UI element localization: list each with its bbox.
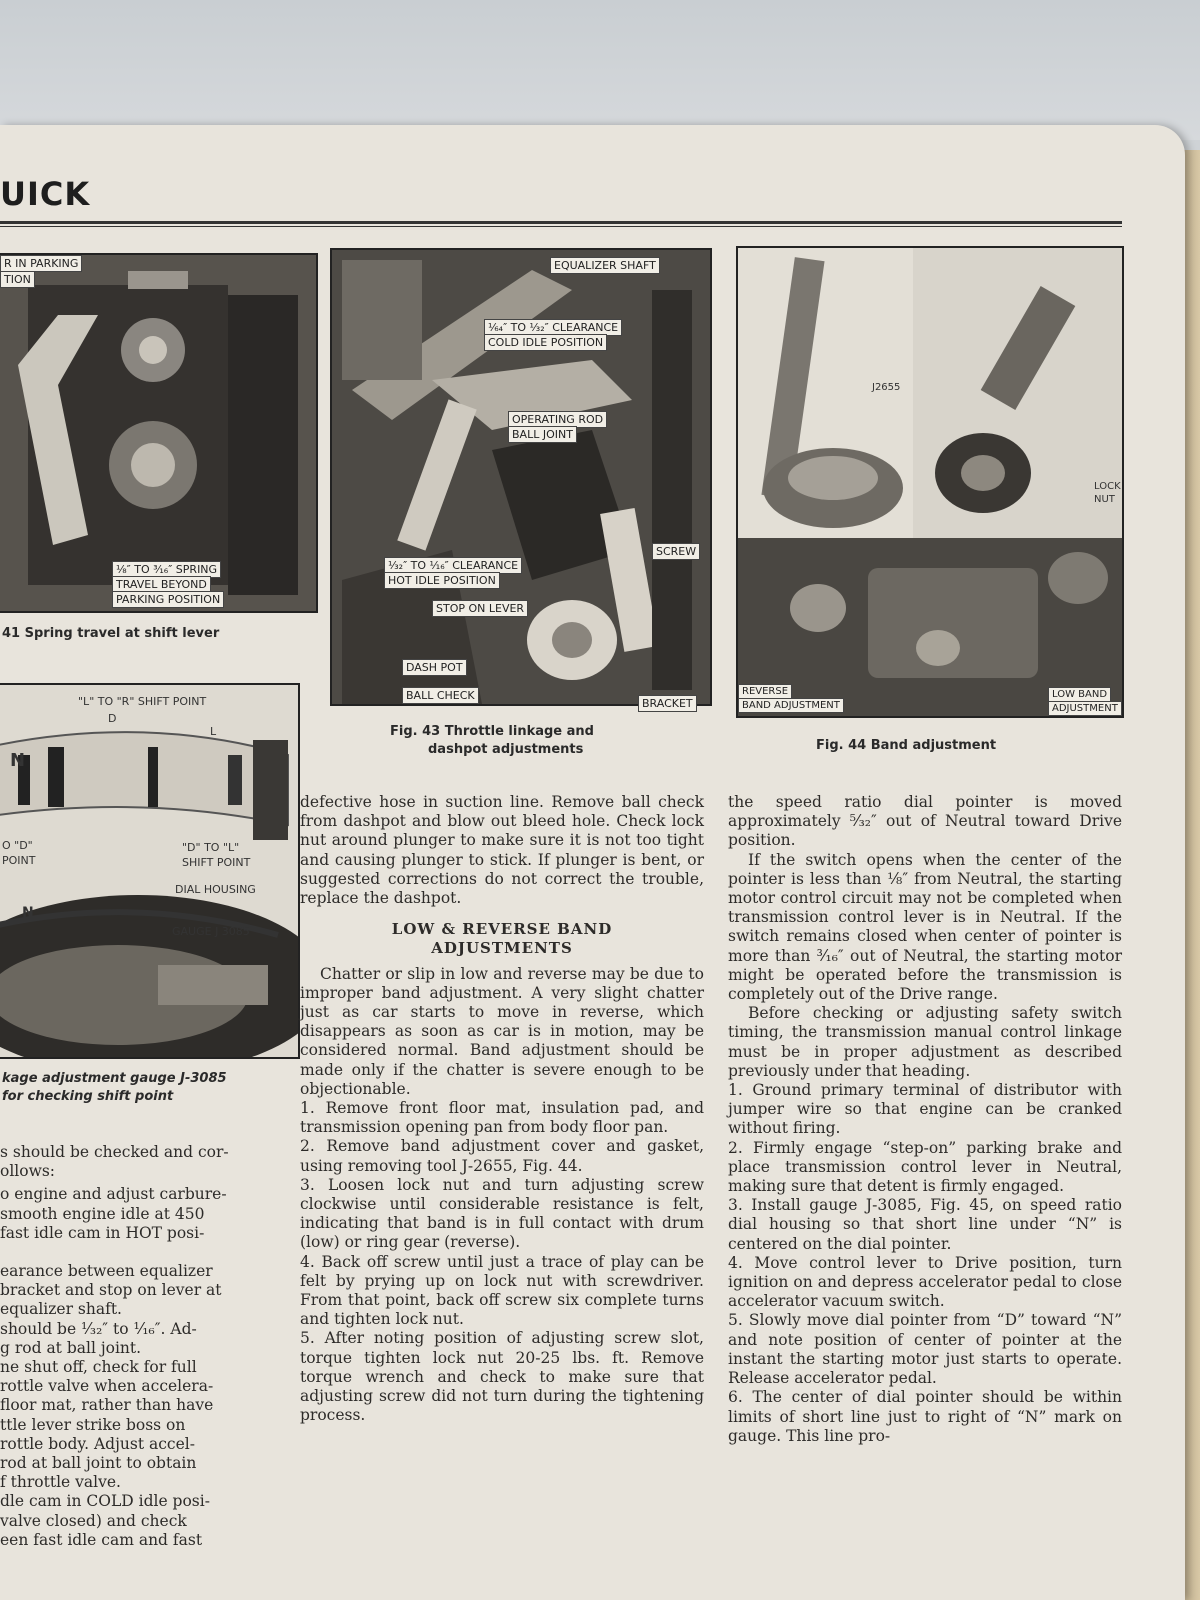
col1-line: o engine and adjust carbure- — [0, 1185, 227, 1204]
text-column-1 — [0, 1143, 282, 1550]
col2-intro: defective hose in suction line. Remove ball check from dashpot and blow out bleed hole. Check lock nut around plunger to make sure it is not too tight and causing plunger to stick. If plunger is bent, or suggested corrections do not correct the trouble, replace the dashpot. — [300, 793, 704, 908]
fig42-label-o-d: O "D" — [2, 839, 33, 852]
col1-line: bracket and stop on lever at — [0, 1281, 222, 1300]
fig42-label-shift-point: SHIFT POINT — [182, 856, 251, 869]
fig42-label-l: L — [210, 725, 217, 738]
fig41-label-position: TION — [0, 271, 35, 288]
fig41-label-spring-travel: ¹⁄₈″ TO ³⁄₁₆″ SPRING — [112, 561, 221, 578]
col1-line: rottle valve when accelera- — [0, 1377, 214, 1396]
col1-line — [0, 1243, 282, 1262]
col3-step-1: 1. Ground primary terminal of distributor with jumper wire so that engine can be cranked without firing. — [728, 1081, 1122, 1138]
fig43-label-operating-rod: OPERATING ROD — [508, 411, 607, 428]
col1-line: should be ¹⁄₃₂″ to ¹⁄₁₆″. Ad- — [0, 1319, 197, 1338]
fig44-label-band-adjustment: BAND ADJUSTMENT — [738, 698, 844, 713]
fig43-label-equalizer-shaft: EQUALIZER SHAFT — [550, 257, 660, 274]
col2-step-1: 1. Remove front floor mat, insulation pad, and transmission opening pan from body floor pan. — [300, 1099, 704, 1137]
text-column-2 — [300, 793, 704, 1426]
col1-line: s should be checked and cor- — [0, 1143, 229, 1161]
fig42-caption-line2: for checking shift point — [2, 1089, 174, 1104]
fig42-label-dial-housing: DIAL HOUSING — [175, 883, 256, 896]
fig43-label-bracket: BRACKET — [638, 695, 697, 712]
col1-line: earance between equalizer — [0, 1262, 213, 1281]
fig43-label-clearance-hot: ¹⁄₃₂″ TO ¹⁄₁₆″ CLEARANCE — [384, 557, 522, 574]
fig42-caption-line1: kage adjustment gauge J-3085 — [2, 1071, 227, 1086]
header-rule — [0, 221, 1122, 224]
figure-43-photo — [330, 248, 712, 706]
header-rule-thin — [0, 226, 1122, 227]
fig41-label-parking: R IN PARKING — [0, 255, 82, 272]
col1-line: ne shut off, check for full — [0, 1358, 197, 1377]
fig43-caption-line1: Fig. 43 Throttle linkage and — [390, 724, 594, 739]
fig43-label-hot-idle: HOT IDLE POSITION — [384, 572, 500, 589]
fig41-label-parking-position: PARKING POSITION — [112, 591, 224, 608]
fig44-label-lock: LOCK — [1094, 481, 1121, 492]
fig42-label-l-to-r: "L" TO "R" SHIFT POINT — [78, 695, 207, 708]
col3-step-3: 3. Install gauge J-3085, Fig. 45, on speed ratio dial housing so that short line under “N” is centered on the dial pointer. — [728, 1196, 1122, 1253]
text-column-3 — [728, 793, 1122, 1446]
fig42-label-n-upper: N — [10, 750, 26, 771]
col1-line: rottle body. Adjust accel- — [0, 1434, 195, 1453]
fig44-label-reverse: REVERSE — [738, 684, 792, 699]
col1-line: fast idle cam in HOT posi- — [0, 1223, 205, 1242]
col3-step-5: 5. Slowly move dial pointer from “D” toward “N” and note position of center of pointer at the instant the starting motor just starts to operate. Release accelerator pedal. — [728, 1311, 1122, 1388]
col1-line: valve closed) and check — [0, 1511, 187, 1530]
col2-step-3: 3. Loosen lock nut and turn adjusting screw clockwise until considerable resistance is felt, indicating that band is in full contact with drum (low) or ring gear (reverse). — [300, 1175, 704, 1252]
fig43-label-dash-pot: DASH POT — [402, 659, 467, 676]
col3-paragraph: If the switch opens when the center of the pointer is less than ⅛″ from Neutral, the starting motor control circuit may not be completed when transmission control lever is in Neutral. If the switch remains closed when center of pointer is more than ³⁄₁₆″ out of Neutral, the starting motor might be operated before the transmission is completely out of the Drive range. — [728, 850, 1122, 1004]
col3-paragraph: Before checking or adjusting safety switch timing, the transmission manual control linkage must be in proper adjustment as described previously under that heading. — [728, 1004, 1122, 1080]
col2-paragraph: Chatter or slip in low and reverse may be due to improper band adjustment. A very slight chatter just as car starts to move in reverse, which disappears as soon as car is in motion, may be considered normal. Band adjustment should be made only if the chatter is severe enough to be objectionable. — [300, 964, 704, 1098]
col1-line: een fast idle cam and fast — [0, 1530, 203, 1549]
background-surface — [0, 0, 1200, 140]
fig42-label-point: POINT — [2, 854, 36, 867]
fig43-label-ball-check: BALL CHECK — [402, 687, 479, 704]
fig44-label-nut: NUT — [1094, 494, 1115, 505]
col1-line: f throttle valve. — [0, 1473, 121, 1492]
book-page — [0, 125, 1185, 1600]
fig43-label-ball-joint: BALL JOINT — [508, 426, 577, 443]
col1-line: ollows: — [0, 1162, 56, 1181]
col1-line: ttle lever strike boss on — [0, 1415, 186, 1434]
figure-44-photo — [736, 246, 1124, 718]
col1-line: rod at ball joint to obtain — [0, 1454, 197, 1473]
fig43-label-clearance-cold: ¹⁄₆₄″ TO ¹⁄₃₂″ CLEARANCE — [484, 319, 622, 336]
col1-line: dle cam in COLD idle posi- — [0, 1492, 210, 1511]
fig43-label-stop-on-lever: STOP ON LEVER — [432, 600, 528, 617]
fig44-label-low-band: LOW BAND — [1048, 687, 1111, 702]
col3-step-4: 4. Move control lever to Drive position, turn ignition on and depress accelerator pedal to close accelerator vacuum switch. — [728, 1253, 1122, 1311]
fig43-label-cold-idle: COLD IDLE POSITION — [484, 334, 607, 351]
col2-step-5: 5. After noting position of adjusting screw slot, torque tighten lock nut 20-25 lbs. ft. Remove torque wrench and check to make sure that adjusting screw did not turn during the tightening process. — [300, 1329, 704, 1425]
col1-line: equalizer shaft. — [0, 1300, 122, 1319]
fig42-label-d-to-l: "D" TO "L" — [182, 841, 240, 854]
col1-line: g rod at ball joint. — [0, 1338, 142, 1357]
col3-step-2: 2. Firmly engage “step-on” parking brake and place transmission control lever in Neutral, making sure that detent is firmly engaged. — [728, 1138, 1122, 1196]
col3-paragraph: the speed ratio dial pointer is moved approximately ⁵⁄₃₂″ out of Neutral toward Drive position. — [728, 793, 1122, 850]
fig44-caption: Fig. 44 Band adjustment — [816, 738, 997, 753]
col1-line: floor mat, rather than have — [0, 1396, 214, 1415]
fig42-label-d: D — [108, 712, 117, 725]
section-heading-line1: LOW & REVERSE BAND — [391, 920, 613, 939]
col1-line: smooth engine idle at 450 — [0, 1204, 205, 1223]
page-header: UICK — [0, 175, 91, 213]
col3-step-6: 6. The center of dial pointer should be within limits of short line just to right of “N” mark on gauge. This line pro- — [728, 1388, 1122, 1445]
figure-42-photo — [0, 683, 300, 1059]
fig41-caption: 41 Spring travel at shift lever — [2, 626, 220, 641]
fig41-label-travel-beyond: TRAVEL BEYOND — [112, 576, 211, 593]
fig43-caption-line2: dashpot adjustments — [428, 742, 584, 757]
col2-step-2: 2. Remove band adjustment cover and gasket, using removing tool J-2655, Fig. 44. — [300, 1137, 704, 1175]
figure-41-photo — [0, 253, 318, 613]
fig42-label-gauge: GAUGE J 3085 — [172, 925, 250, 938]
fig43-label-screw: SCREW — [652, 543, 700, 560]
col2-step-4: 4. Back off screw until just a trace of play can be felt by prying up on lock nut with screwdriver. From that point, back off screw six complete turns and tighten lock nut. — [300, 1252, 704, 1329]
fig44-label-adjustment: ADJUSTMENT — [1048, 701, 1122, 716]
fig44-label-j2655: J2655 — [872, 382, 901, 393]
section-heading-line2: ADJUSTMENTS — [431, 939, 573, 958]
fig42-label-n-lower: N — [22, 905, 34, 921]
